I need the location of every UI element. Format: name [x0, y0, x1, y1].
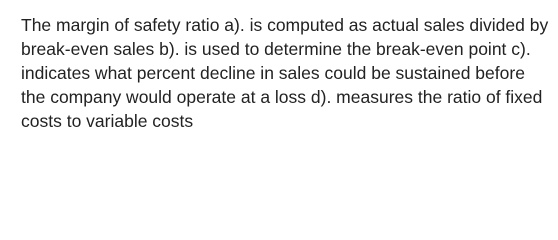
question-text: The margin of safety ratio a). is computed as actual sales divided by break-even sales b). is used to determine the break-even point c). indicates what percent decline in sales could be sustained before the company would operate at a loss d). measures the ratio of fixed costs to variable costs — [21, 15, 549, 131]
